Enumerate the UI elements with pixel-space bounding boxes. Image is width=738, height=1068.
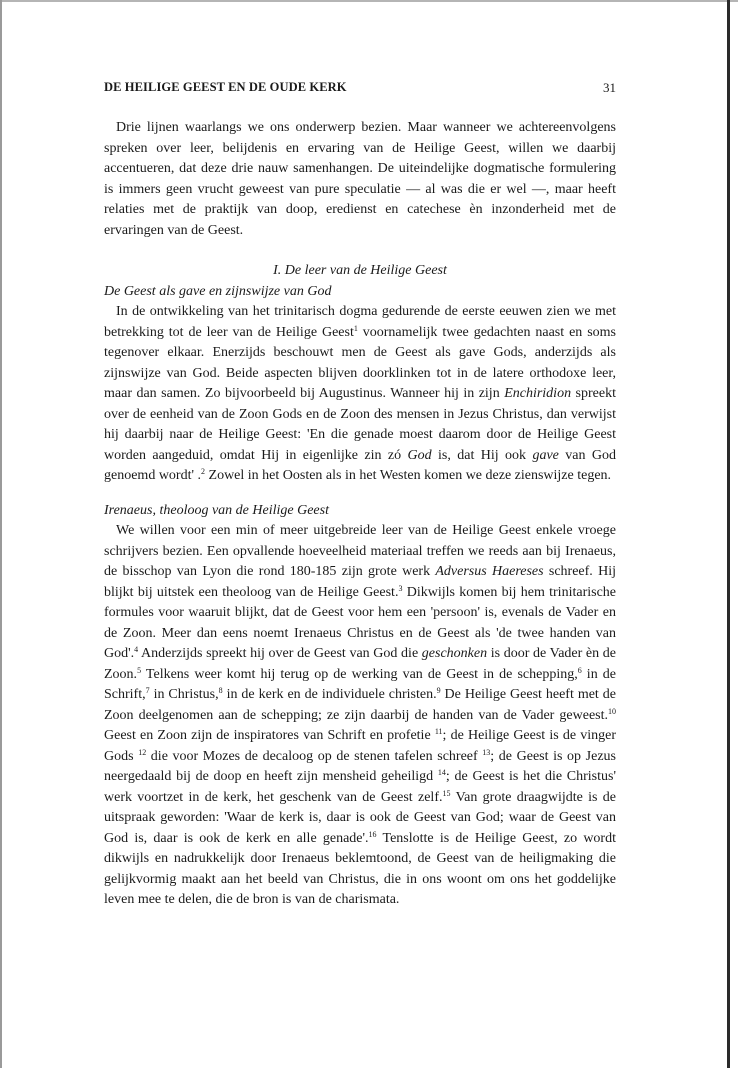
footnote-ref: 11	[434, 727, 443, 736]
work-title: Adversus Haereses	[435, 564, 544, 579]
footnote-ref: 15	[442, 788, 451, 798]
footnote-ref: 12	[138, 747, 147, 757]
footnote-ref: 2	[201, 467, 206, 476]
section-gap	[104, 487, 616, 501]
footnote-ref: 5	[137, 665, 142, 675]
footnote-ref: 16	[368, 829, 377, 839]
page-body	[104, 118, 616, 911]
footnote-ref: 10	[608, 706, 616, 716]
running-title: DE HEILIGE GEEST EN DE OUDE KERK	[104, 80, 347, 94]
work-title: Enchiridion	[504, 386, 572, 401]
section-heading: I. De leer van de Heilige Geest	[273, 263, 447, 278]
scan-edge-right	[727, 0, 730, 1068]
subsection-heading-irenaeus: Irenaeus, theoloog van de Heilige Geest	[104, 502, 329, 518]
page-number: 31	[603, 80, 616, 95]
footnote-ref: 13	[482, 747, 491, 757]
section-gap	[104, 241, 616, 261]
subsection-heading-geest: De Geest als gave en zijnswijze van God	[104, 283, 332, 299]
scan-edge-left	[0, 0, 2, 1068]
footnote-ref: 6	[577, 665, 582, 675]
footnote-ref: 9	[436, 686, 441, 695]
footnote-ref: 7	[145, 686, 150, 695]
paragraph-trinitarisch: In de ontwikkeling van het trinitarisch dogma gedurende de eerste eeuwen zien we met betrekking tot de leer van de Heilige Geest$^1$ voornamelijk twee gedachten naast en soms tegenover elkaar. Enerzijds beschouwt men de Geest als gave Gods, anderzijds als zijnswijze van God. Beide aspecten blijven doorklinken tot in de latere orthodoxe leer, maar dan samen. Zo bijvoorbeeld bij Augustinus. Wanneer hij in zijn Enchiridion spreekt over de eenheid van de Zoon Gods en de Zoon des mensen in Jezus Christus, dan verwijst hij daarbij naar de Heilige Geest: 'En die genade moest daarom door de Heilige Geest worden aangeduid, omdat Hij in eigenlijke zin zó God is, dat Hij ook gave van God genoemd wordt' .$^2$ Zowel in het Oosten als in het Westen komen we deze zienswijze tegen.	[104, 304, 616, 483]
intro-paragraph: Drie lijnen waarlangs we ons onderwerp bezien. Maar wanneer we achtereenvolgens spreken over leer, belijdenis en ervaring van de Heilige Geest, willen we daarbij accentueren, dat deze drie nauw samenhangen. De uiteindelijke dogmatische formulering is immers geen vrucht geweest van pure speculatie — al was die er wel —, maar heeft relaties met de praktijk van doop, eredienst en catechese èn inzonderheid met de ervaringen van de Geest.	[104, 120, 616, 238]
scan-edge-top	[0, 0, 738, 2]
footnote-ref: 8	[218, 686, 223, 695]
footnote-ref: 4	[134, 645, 139, 654]
paragraph-irenaeus: We willen voor een min of meer uitgebreide leer van de Heilige Geest enkele vroege schrijvers bezien. Een opvallende hoeveelheid materiaal treffen we reeds aan bij Irenaeus, de bisschop van Lyon die rond 180-185 zijn grote werk Adversus Haereses schreef. Hij blijkt bij uitstek een theoloog van de Heilige Geest.$^3$ Dikwijls komen bij hem trinitarische formules voor waaruit blijkt, dat de Geest voor hem een 'persoon' is, evenals de Vader en de Zoon. Meer dan eens noemt Irenaeus Christus en de Geest als 'de twee handen van God'.$^4$ Anderzijds spreekt hij over de Geest van God die geschonken is door de Vader èn de Zoon.$^5$ Telkens weer komt hij terug op de werking van de Geest in de schepping,$^6$ in de Schrift,$^7$ in Christus,$^8$ in de kerk en de individuele christen.$^9$ De Heilige Geest heeft met de Zoon deelgenomen aan de schepping; ze zijn daarbij de handen van de Vader geweest.$^{10}$ Geest en Zoon zijn de inspiratores van Schrift en profetie $^{11}$; de Heilige Geest is de vinger Gods $^{12}$ die voor Mozes de decaloog op de stenen tafelen schreef $^{13}$; de Geest is op Jezus neergedaald bij de doop en heeft zijn mensheid geheiligd $^{14}$; de Geest is het die Christus' werk voortzet in de kerk, het geschenk van de Geest zelf.$^{15}$ Van grote draagwijdte is de uitspraak geworden: 'Waar de kerk is, daar is ook de Geest van God; waar de Geest van God is, daar is ook de kerk en alle genade'.$^{16}$ Tenslotte is de Heilige Geest, zo wordt dikwijls en nadrukkelijk door Irenaeus beklemtoond, de Geest van de heiligmaking die gelijkvormig maakt aan het beeld van Christus, die in ons woont om ons het goddelijke leven mee te delen, die de bron is van de charismata.	[104, 523, 617, 907]
running-head	[104, 80, 616, 98]
footnote-ref: 3	[398, 583, 403, 593]
footnote-ref: 1	[353, 323, 358, 333]
footnote-ref: 14	[437, 768, 446, 777]
